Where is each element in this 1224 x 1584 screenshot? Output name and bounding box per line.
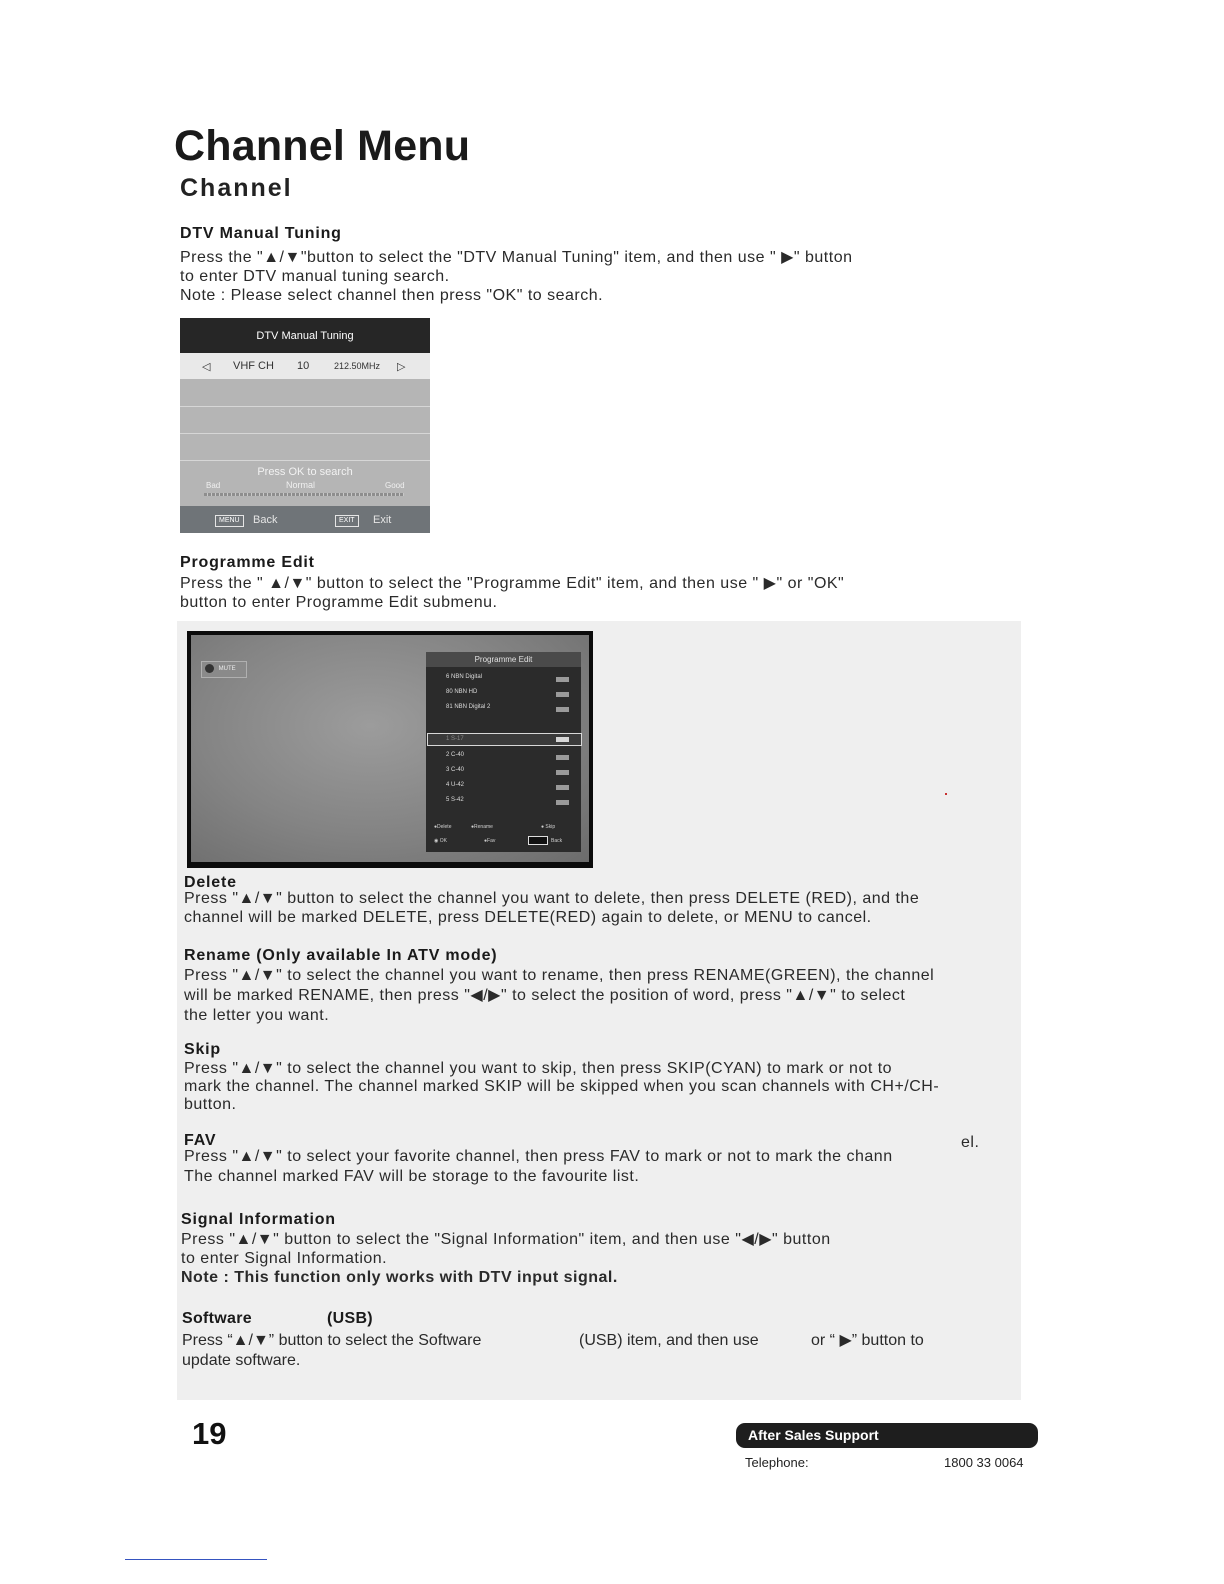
software-heading: Software bbox=[182, 1310, 252, 1327]
osd-back-label: Back bbox=[253, 514, 278, 526]
channel-type-chip bbox=[556, 692, 569, 697]
programme-edit-text-1: Press the " ▲/▼" button to select the "Programme Edit" item, and then use " ▶" or "OK" bbox=[180, 575, 845, 592]
left-arrow-icon: ◁ bbox=[202, 361, 211, 373]
page-title: Channel Menu bbox=[174, 122, 471, 170]
channel-row: 5 S-42 bbox=[446, 797, 464, 803]
osd-press-ok: Press OK to search bbox=[257, 466, 353, 478]
rename-text-2: will be marked RENAME, then press "◀/▶" to select the position of word, press "▲/▼" to select bbox=[184, 987, 906, 1004]
fav-hint: ●Fav bbox=[484, 838, 496, 844]
right-arrow-icon: ▷ bbox=[397, 361, 406, 373]
rename-text-3: the letter you want. bbox=[184, 1007, 330, 1024]
page-number: 19 bbox=[192, 1416, 227, 1451]
rename-hint: ●Rename bbox=[471, 824, 493, 830]
signal-information-note: Note : This function only works with DTV input signal. bbox=[181, 1269, 618, 1286]
channel-row: 2 C-40 bbox=[446, 752, 465, 758]
dtv-manual-tuning-text-2: to enter DTV manual tuning search. bbox=[180, 268, 450, 285]
stray-mark bbox=[945, 793, 947, 795]
section-subtitle: Channel bbox=[180, 174, 293, 202]
osd-quality-normal: Normal bbox=[286, 480, 316, 490]
software-text-1b: (USB) item, and then use bbox=[579, 1332, 759, 1349]
tv-screen bbox=[191, 635, 589, 862]
osd-exit-label: Exit bbox=[373, 514, 392, 526]
skip-hint: ● Skip bbox=[541, 824, 556, 830]
skip-text-3: button. bbox=[184, 1096, 237, 1113]
channel-type-chip bbox=[556, 770, 569, 775]
fav-heading: FAV bbox=[184, 1132, 217, 1149]
osd-quality-bad: Bad bbox=[206, 481, 221, 490]
channel-type-chip bbox=[556, 755, 569, 760]
osd-channel-row bbox=[180, 353, 430, 379]
programme-edit-text-2: button to enter Programme Edit submenu. bbox=[180, 594, 498, 611]
menu-key: MENU bbox=[215, 515, 244, 527]
osd-footer bbox=[180, 506, 430, 533]
osd-quality-good: Good bbox=[385, 481, 405, 490]
channel-row: 81 NBN Digital 2 bbox=[446, 704, 491, 710]
dtv-manual-tuning-osd bbox=[180, 318, 430, 533]
software-text-2: update software. bbox=[182, 1352, 301, 1369]
osd-channel-number: 10 bbox=[297, 360, 310, 372]
fav-text-1: Press "▲/▼" to select your favorite channel, then press FAV to mark or not to mark the chann bbox=[184, 1148, 893, 1165]
channel-row: 4 U-42 bbox=[446, 782, 465, 788]
channel-row: 6 NBN Digital bbox=[446, 674, 483, 680]
skip-text-2: mark the channel. The channel marked SKIP will be skipped when you scan channels with CH+/CH- bbox=[184, 1078, 940, 1095]
channel-row: 3 C-40 bbox=[446, 767, 465, 773]
after-sales-support-banner bbox=[736, 1423, 1038, 1448]
rename-heading: Rename (Only available In ATV mode) bbox=[184, 947, 498, 964]
rename-text-1: Press "▲/▼" to select the channel you want to rename, then press RENAME(GREEN), the channel bbox=[184, 967, 935, 984]
osd-divider bbox=[180, 406, 430, 407]
mute-label: MUTE bbox=[218, 666, 236, 672]
mute-indicator bbox=[201, 661, 247, 678]
footer-link-underline bbox=[125, 1559, 267, 1560]
osd-band: VHF CH bbox=[233, 360, 274, 372]
software-text-1c: or “ ▶” button to bbox=[811, 1332, 924, 1349]
osd-header: DTV Manual Tuning bbox=[180, 318, 430, 353]
signal-information-heading: Signal Information bbox=[181, 1211, 336, 1228]
osd-divider bbox=[180, 433, 430, 434]
back-key-icon bbox=[528, 836, 548, 845]
speaker-icon bbox=[205, 664, 214, 673]
delete-hint: ●Delete bbox=[434, 824, 452, 830]
osd-frequency: 212.50MHz bbox=[334, 361, 381, 371]
telephone-number: 1800 33 0064 bbox=[944, 1455, 1024, 1470]
dtv-manual-tuning-heading: DTV Manual Tuning bbox=[180, 225, 342, 242]
fav-trailing-text: el. bbox=[961, 1134, 980, 1151]
telephone-label: Telephone: bbox=[745, 1455, 809, 1470]
programme-edit-menu-title: Programme Edit bbox=[426, 652, 581, 667]
dtv-manual-tuning-text-1: Press the "▲/▼"button to select the "DTV Manual Tuning" item, and then use " ▶" button bbox=[180, 249, 853, 266]
software-text-1a: Press “▲/▼” button to select the Software bbox=[182, 1332, 482, 1349]
channel-type-chip bbox=[556, 800, 569, 805]
delete-text-1: Press "▲/▼" button to select the channel you want to delete, then press DELETE (RED), and the bbox=[184, 890, 920, 907]
fav-text-2: The channel marked FAV will be storage to the favourite list. bbox=[184, 1168, 640, 1185]
delete-text-2: channel will be marked DELETE, press DELETE(RED) again to delete, or MENU to cancel. bbox=[184, 909, 872, 926]
channel-row-selected: 1 S-17 bbox=[446, 736, 464, 742]
osd-divider bbox=[180, 460, 430, 461]
channel-type-chip bbox=[556, 737, 569, 742]
channel-type-chip bbox=[556, 677, 569, 682]
delete-heading: Delete bbox=[184, 874, 237, 891]
programme-edit-menu bbox=[426, 652, 581, 852]
exit-key: EXIT bbox=[335, 515, 359, 527]
dtv-manual-tuning-note: Note : Please select channel then press "OK" to search. bbox=[180, 287, 604, 304]
ok-hint: ◉ OK bbox=[434, 838, 447, 844]
software-heading-usb: (USB) bbox=[327, 1310, 373, 1327]
skip-text-1: Press "▲/▼" to select the channel you want to skip, then press SKIP(CYAN) to mark or not to bbox=[184, 1060, 893, 1077]
back-hint: Back bbox=[551, 838, 563, 844]
channel-row: 80 NBN HD bbox=[446, 689, 478, 695]
osd-signal-bar bbox=[204, 493, 404, 496]
signal-information-text-2: to enter Signal Information. bbox=[181, 1250, 388, 1267]
programme-edit-heading: Programme Edit bbox=[180, 554, 315, 571]
skip-heading: Skip bbox=[184, 1041, 221, 1058]
channel-type-chip bbox=[556, 785, 569, 790]
channel-type-chip bbox=[556, 707, 569, 712]
after-sales-support-label: After Sales Support bbox=[748, 1427, 879, 1443]
signal-information-text-1: Press "▲/▼" button to select the "Signal Information" item, and then use "◀/▶" button bbox=[181, 1231, 831, 1248]
programme-edit-screenshot bbox=[187, 631, 593, 868]
